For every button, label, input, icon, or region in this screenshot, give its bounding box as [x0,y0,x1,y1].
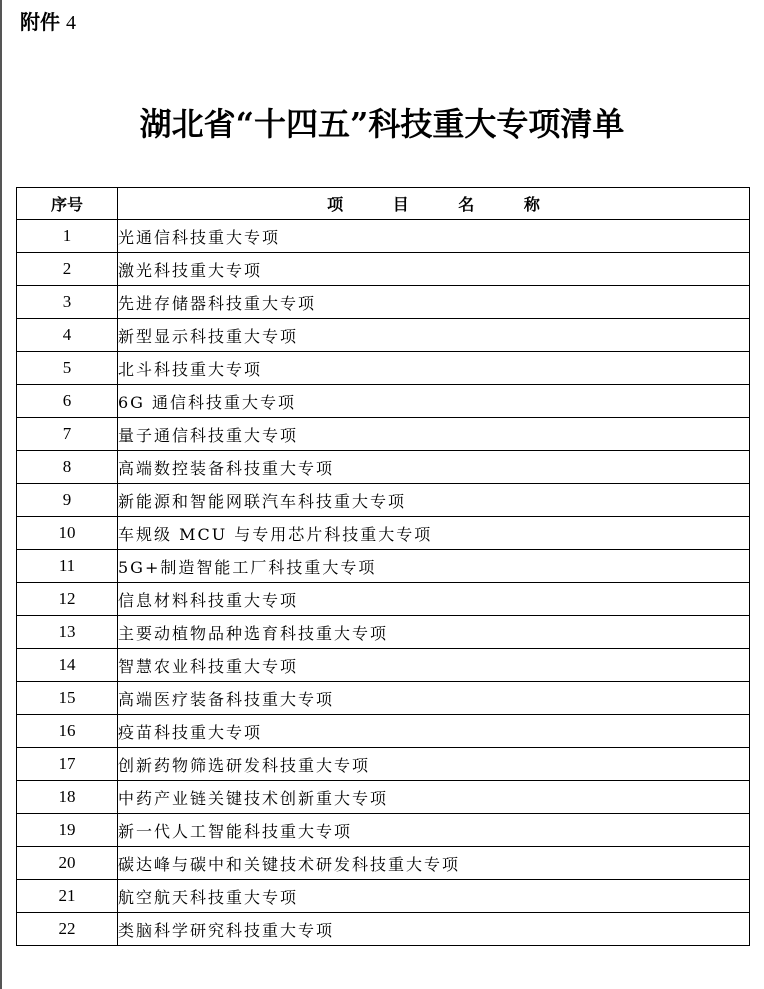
row-project-name: 类脑科学研究科技重大专项 [118,913,750,946]
table-row [17,484,750,517]
row-project-name: 碳达峰与碳中和关键技术研发科技重大专项 [118,847,750,880]
attachment-label [20,10,76,35]
row-project-name: 疫苗科技重大专项 [118,715,750,748]
table-row [17,319,750,352]
attachment-word: 附件 [20,10,60,34]
table-row [17,583,750,616]
row-serial-number: 8 [17,451,118,484]
table-row [17,550,750,583]
row-project-name: 智慧农业科技重大专项 [118,649,750,682]
table-row [17,616,750,649]
row-serial-number: 15 [17,682,118,715]
page-left-border [0,0,2,989]
table-row [17,352,750,385]
row-serial-number: 14 [17,649,118,682]
row-project-name: 信息材料科技重大专项 [118,583,750,616]
row-project-name: 新型显示科技重大专项 [118,319,750,352]
row-project-name: 新能源和智能网联汽车科技重大专项 [118,484,750,517]
table-row [17,880,750,913]
row-serial-number: 9 [17,484,118,517]
row-serial-number: 11 [17,550,118,583]
header-serial-number: 序号 [17,188,118,220]
row-serial-number: 21 [17,880,118,913]
row-project-name: 光通信科技重大专项 [118,220,750,253]
row-serial-number: 7 [17,418,118,451]
row-serial-number: 4 [17,319,118,352]
row-serial-number: 3 [17,286,118,319]
row-project-name: 5G+制造智能工厂科技重大专项 [118,550,750,583]
row-project-name: 新一代人工智能科技重大专项 [118,814,750,847]
row-serial-number: 18 [17,781,118,814]
table-row [17,385,750,418]
row-serial-number: 20 [17,847,118,880]
row-serial-number: 17 [17,748,118,781]
row-project-name: 车规级 MCU 与专用芯片科技重大专项 [118,517,750,550]
row-serial-number: 2 [17,253,118,286]
document-title: 湖北省“十四五”科技重大专项清单 [139,105,625,143]
table-body [17,220,750,946]
row-project-name: 创新药物筛选研发科技重大专项 [118,748,750,781]
table-row [17,715,750,748]
header-project-name [118,188,750,220]
table-row [17,451,750,484]
table-row [17,253,750,286]
row-project-name: 北斗科技重大专项 [118,352,750,385]
table-row [17,220,750,253]
row-project-name: 先进存储器科技重大专项 [118,286,750,319]
row-project-name: 高端医疗装备科技重大专项 [118,682,750,715]
row-serial-number: 12 [17,583,118,616]
table-row [17,517,750,550]
attachment-number: 4 [66,12,76,34]
row-project-name: 航空航天科技重大专项 [118,880,750,913]
row-serial-number: 16 [17,715,118,748]
table-row [17,814,750,847]
table-row [17,913,750,946]
table-row [17,748,750,781]
table-row [17,682,750,715]
row-serial-number: 10 [17,517,118,550]
table-row [17,781,750,814]
row-project-name: 高端数控装备科技重大专项 [118,451,750,484]
row-serial-number: 1 [17,220,118,253]
table-row [17,286,750,319]
row-project-name: 6G 通信科技重大专项 [118,385,750,418]
table-row [17,418,750,451]
row-project-name: 主要动植物品种选育科技重大专项 [118,616,750,649]
row-project-name: 中药产业链关键技术创新重大专项 [118,781,750,814]
row-serial-number: 13 [17,616,118,649]
table-header-row [17,188,750,220]
row-project-name: 激光科技重大专项 [118,253,750,286]
row-serial-number: 22 [17,913,118,946]
project-table [16,187,750,946]
row-serial-number: 6 [17,385,118,418]
row-serial-number: 19 [17,814,118,847]
header-project-name-text: 项 目 名 称 [327,195,562,214]
table-row [17,649,750,682]
table-row [17,847,750,880]
row-serial-number: 5 [17,352,118,385]
row-project-name: 量子通信科技重大专项 [118,418,750,451]
